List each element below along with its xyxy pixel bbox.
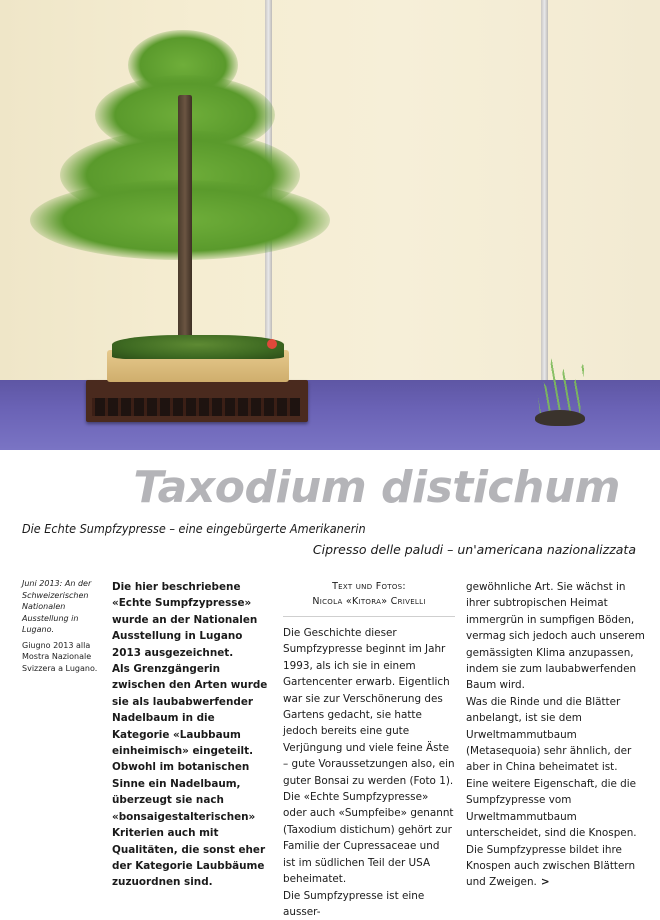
body-paragraph [466, 776, 652, 891]
body-paragraph: gewöhnliche Art. Sie wächst in ihrer subtropischen Heimat immergrün in sumpfigen Böden, vermag sich jedoch auch unserem gemässigten Klima anzupassen, indem sie zum laubabwerfenden Baum wird. [466, 579, 652, 694]
author-byline [283, 579, 455, 617]
body-paragraph: Die Sumpfzypresse ist eine ausser- [283, 888, 455, 920]
accent-pot [535, 410, 585, 426]
swiss-flag-icon [267, 339, 277, 349]
body-paragraph: Was die Rinde und die Blätter anbelangt, ist sie dem Urweltmammutbaum (Metasequoia) sehr ähnlich, der aber in China beheimatet ist. [466, 694, 652, 776]
tree-trunk [178, 95, 192, 345]
wall-pole-right [541, 0, 548, 382]
bonsai-photo [0, 0, 660, 450]
body-column-2 [283, 579, 455, 920]
stand-slats [92, 398, 300, 416]
subtitle-italian: Cipresso delle paludi – un'americana nazionalizzata [313, 542, 636, 557]
byline-label: Text und Fotos: [283, 579, 455, 594]
body-paragraph-text: Eine weitere Eigenschaft, die die Sumpfzypresse vom Urweltmammutbaum unterscheidet, sind die Knospen. Die Sumpfzypresse bildet ihre Knospen auch zwischen Blättern und Zweigen. [466, 778, 637, 888]
photo-caption [22, 578, 104, 678]
body-column-3 [466, 579, 652, 891]
intro-paragraph: Als Grenzgängerin zwischen den Arten wurde sie als laubabwerfender Nadelbaum in die Kategorie «Laubbaum einheimisch» eingeteilt. Obwohl im botanischen Sinne ein Nadelbaum, überzeugt sie nach «bonsaigestalterischen» Kriterien auch mit Qualitäten, die sonst eher der Kategorie Laubbäume zuzuordnen sind. [112, 661, 274, 891]
caption-german: Juni 2013: An der Schweizerischen Nationalen Ausstellung in Lugano. [22, 578, 104, 636]
intro-paragraph: Die hier beschriebene «Echte Sumpfzypresse» wurde an der Nationalen Ausstellung in Lugano 2013 ausgezeichnet. [112, 579, 274, 661]
byline-author: Nicola «Kitora» Crivelli [283, 594, 455, 609]
continue-arrow-icon: > [541, 876, 550, 888]
subtitle-german: Die Echte Sumpfzypresse – eine eingebürgerte Amerikanerin [22, 521, 366, 536]
body-paragraph: Die Geschichte dieser Sumpfzypresse beginnt im Jahr 1993, als ich sie in einem Gartencenter erwarb. Eigentlich war sie zur Verschönerung des Gartens gedacht, sie hatte jedoch bereits eine gute Verjüngung und viele feine Äste – gute Voraussetzungen also, ein guter Bonsai zu werden (Foto 1). Die «Echte Sumpfzypresse» oder auch «Sumpfeibe» genannt (Taxodium distichum) gehört zur Familie der Cupressaceae und ist im südlichen Teil der USA beheimatet. [283, 625, 455, 888]
intro-column [112, 579, 274, 891]
moss-soil [112, 335, 284, 359]
article-title: Taxodium distichum [0, 462, 620, 513]
caption-italian: Giugno 2013 alla Mostra Nazionale Svizzera a Lugano. [22, 640, 104, 675]
